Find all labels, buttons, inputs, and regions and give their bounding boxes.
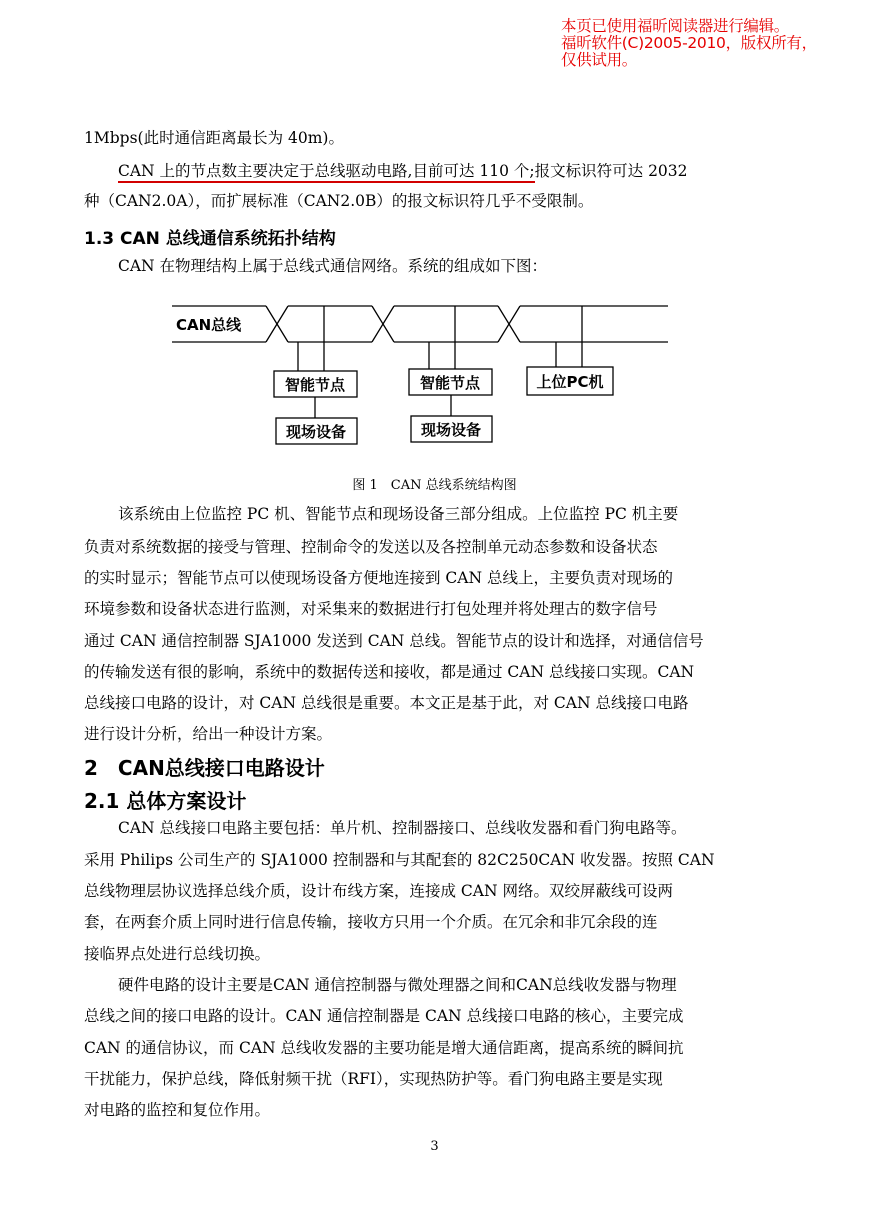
paragraph-line: CAN 在物理结构上属于总线式通信网络。系统的组成如下图： bbox=[118, 257, 548, 275]
paragraph-line: 总线物理层协议选择总线介质，设计布线方案，连接成 CAN 网络。双绞屏蔽线可设两 bbox=[84, 882, 673, 900]
paragraph-line: 干扰能力，保护总线，降低射频干扰（RFI），实现热防护等。看门狗电路主要是实现 bbox=[84, 1070, 663, 1088]
paragraph-line: 接临界点处进行总线切换。 bbox=[84, 945, 271, 963]
paragraph-text: 报文标识符可达 2032 bbox=[534, 162, 688, 180]
device-label: 现场设备 bbox=[420, 421, 482, 439]
node-label: 智能节点 bbox=[284, 376, 346, 394]
paragraph-line: CAN 总线接口电路主要包括：单片机、控制器接口、总线收发器和看门狗电路等。 bbox=[118, 819, 687, 837]
paragraph-line: 总线之间的接口电路的设计。CAN 通信控制器是 CAN 总线接口电路的核心，主要完成 bbox=[84, 1007, 684, 1025]
pc-label: 上位PC机 bbox=[536, 373, 604, 391]
paragraph-line: 套，在两套介质上同时进行信息传输，接收方只用一个介质。在冗余和非冗余段的连 bbox=[84, 913, 658, 931]
highlighted-text: CAN 上的节点数主要决定于总线驱动电路,目前可达 110 个; bbox=[118, 162, 535, 183]
paragraph-line: 的传输发送有很的影响，系统中的数据传送和接收，都是通过 CAN 总线接口实现。CAN bbox=[84, 663, 695, 681]
paragraph-line: 1Mbps(此时通信距离最长为 40m)。 bbox=[84, 129, 344, 147]
page-number: 3 bbox=[430, 1139, 439, 1154]
can-bus-topology-diagram bbox=[0, 0, 869, 470]
paragraph-line: 负责对系统数据的接受与管理、控制命令的发送以及各控制单元动态参数和设备状态 bbox=[84, 538, 658, 556]
section-heading: 2 CAN总线接口电路设计 bbox=[84, 756, 325, 780]
bus-label: CAN总线 bbox=[176, 316, 242, 334]
paragraph-line: 总线接口电路的设计，对 CAN 总线很是重要。本文正是基于此，对 CAN 总线接口电路 bbox=[84, 694, 689, 712]
watermark-line: 本页已使用福昕阅读器进行编辑。 bbox=[561, 17, 790, 35]
paragraph-line: 硬件电路的设计主要是CAN 通信控制器与微处理器之间和CAN总线收发器与物理 bbox=[118, 976, 677, 994]
paragraph-line: 的实时显示；智能节点可以使现场设备方便地连接到 CAN 总线上，主要负责对现场的 bbox=[84, 569, 673, 587]
paragraph-line: 采用 Philips 公司生产的 SJA1000 控制器和与其配套的 82C250CAN 收发器。按照 CAN bbox=[84, 851, 715, 869]
figure-caption: 图 1 CAN 总线系统结构图 bbox=[352, 478, 517, 493]
watermark-line: 福昕软件(C)2005-2010，版权所有， bbox=[561, 34, 817, 52]
subsection-heading: 2.1 总体方案设计 bbox=[84, 789, 247, 813]
paragraph-line: 种（CAN2.0A），而扩展标准（CAN2.0B）的报文标识符几乎不受限制。 bbox=[84, 192, 594, 210]
paragraph-line: 进行设计分析，给出一种设计方案。 bbox=[84, 725, 333, 743]
paragraph-line: CAN 的通信协议，而 CAN 总线收发器的主要功能是增大通信距离，提高系统的瞬间抗 bbox=[84, 1039, 684, 1057]
paragraph-line: 通过 CAN 通信控制器 SJA1000 发送到 CAN 总线。智能节点的设计和选择，对通信信号 bbox=[84, 632, 704, 650]
node-label: 智能节点 bbox=[419, 374, 481, 392]
device-label: 现场设备 bbox=[285, 423, 347, 441]
paragraph-line: 该系统由上位监控 PC 机、智能节点和现场设备三部分组成。上位监控 PC 机主要 bbox=[118, 505, 679, 523]
paragraph-line: 环境参数和设备状态进行监测，对采集来的数据进行打包处理并将处理古的数字信号 bbox=[84, 600, 658, 618]
section-heading: 1.3 CAN 总线通信系统拓扑结构 bbox=[84, 229, 336, 249]
watermark-line: 仅供试用。 bbox=[561, 51, 638, 69]
paragraph-line: 对电路的监控和复位作用。 bbox=[84, 1101, 271, 1119]
